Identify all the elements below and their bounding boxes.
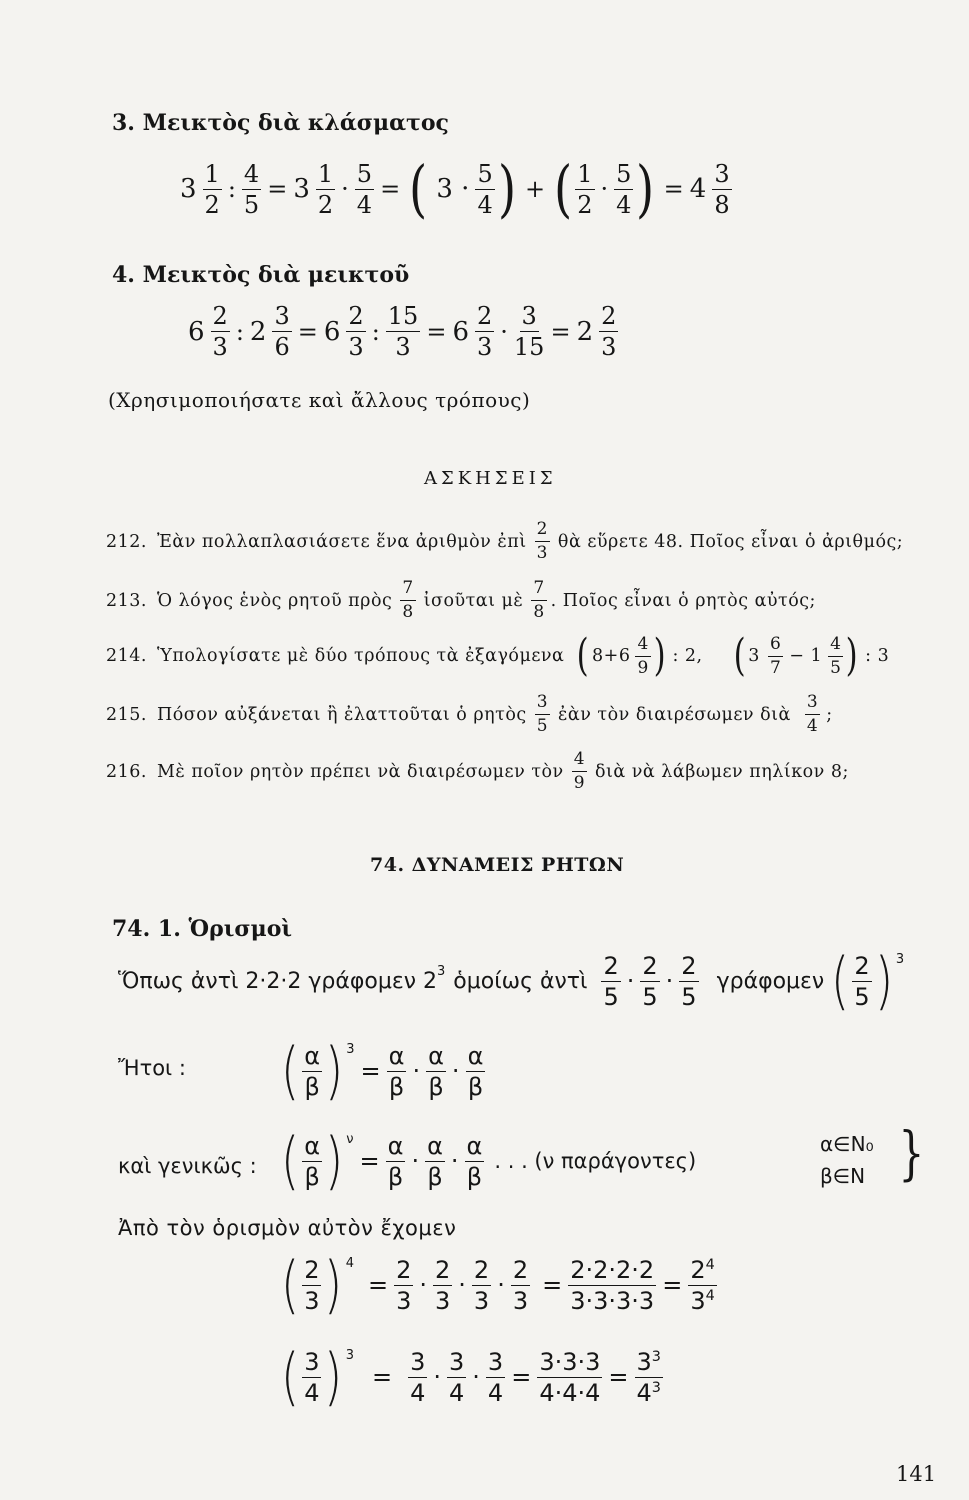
condition-beta: β∈N [820,1164,866,1188]
heading-mixed-by-fraction: 3. Μεικτὸς διὰ κλάσματος [112,110,449,136]
exercise-text: ; [826,704,833,725]
exercise-text: ἐὰν τὸν διαιρέσωμεν διὰ [558,704,791,725]
exercise-text: Ὁ λόγος ἑνὸς ρητοῦ πρὸς [156,590,393,611]
exercises-title: ΑΣΚΗΣΕΙΣ [424,468,557,489]
exercise-number: 215. [106,704,147,725]
alternative-methods-note: (Χρησιμοποιήσατε καὶ ἄλλους τρόπους) [108,388,531,412]
page-number: 141 [896,1462,937,1486]
exercise-text: ἰσοῦται μὲ [423,590,524,611]
itoi-label: Ἤτοι : [118,1056,186,1080]
definition-line: Ὅπως ἀντὶ 2·2·2 γράφομεν 2 $^3$ ὁμοίως ἀντὶ $\frac{2}{5}$ · $\frac{2}{5}$ · $\frac{2}{5}$ γράφομεν ( $\frac{2}{5}$ ) $^3$ [118,944,905,1017]
example-three-quarters-power: ( $\frac{3}{4}$ ) $^3$ = $\frac{3}{4}$ · $\frac{3}{4}$ · $\frac{3}{4}$ = $\frac{3\cdot 3\cdot 3}{4\cdot 4\cdot 4}$ = $\frac{3^3}{4^3}$ [281,1340,661,1413]
equation-mixed-by-mixed: 6 $\frac{2}{3}$ : 2 $\frac{3}{6}$ = 6 $\frac{2}{3}$ : $\frac{15}{3}$ = 6 $\frac{2}{3}$ · $\frac{3}{15}$ = 2 $\frac{2}{3}$ [188,302,617,361]
exercise-number: 212. [106,531,147,552]
conditions [820,1128,874,1192]
heading-mixed-by-mixed: 4. Μεικτὸς διὰ μεικτοῦ [112,262,410,288]
exercise-text: Ὑπολογίσατε μὲ δύο τρόπους τὰ ἐξαγόμενα [156,646,565,666]
exercise-text: θὰ εὕρετε 48. Ποῖος εἶναι ὁ ἀριθμός; [557,531,904,552]
condition-brace: } [898,1119,925,1187]
example-two-thirds-power: ( $\frac{2}{3}$ ) $^4$ = $\frac{2}{3}$ · $\frac{2}{3}$ · $\frac{2}{3}$ · $\frac{2}{3}$ = $\frac{2\cdot 2\cdot 2\cdot 2}{3\cdot 3\cdot 3\cdot 3}$ = $\frac{2^4}{3^4}$ [281,1248,715,1321]
exercise-214: 214. Ὑπολογίσατε μὲ δύο τρόπους τὰ ἐξαγόμενα ( 8+6 $\frac{4}{9}$ ) : 2, ( 3 $\frac{6}{7}$ − 1 $\frac{4}{5}$ ) : 3 [106,630,890,681]
exercise-text: διὰ νὰ λάβωμεν πηλίκον 8; [595,761,849,782]
exercise-215: 215. Πόσον αὐξάνεται ἢ ἐλαττοῦται ὁ ρητὸς $\frac{3}{5}$ ἐὰν τὸν διαιρέσωμεν διὰ $\frac{3}{4}$ ; [106,692,833,736]
equation-mixed-by-fraction: 3 $\frac{1}{2}$ : $\frac{4}{5}$ = 3 $\frac{1}{2}$ · $\frac{5}{4}$ = ( 3 · $\frac{5}{4}$ ) + ( $\frac{1}{2}$ · $\frac{5}{4}$ ) = 4 $\frac{3}{8}$ [180,152,730,225]
subheading-definitions: 74. 1. Ὁρισμοὶ [112,916,293,942]
exercise-text: Πόσον αὐξάνεται ἢ ἐλαττοῦται ὁ ρητὸς [156,704,527,725]
exercise-216: 216. Μὲ ποῖον ρητὸν πρέπει νὰ διαιρέσωμεν τὸν $\frac{4}{9}$ διὰ νὰ λάβωμεν πηλίκον 8; [106,749,849,793]
exercise-text: Ἐὰν πολλαπλασιάσετε ἕνα ἀριθμὸν ἐπὶ [156,531,527,552]
definition-text: ὁμοίως ἀντὶ [453,968,588,994]
general-label: καὶ γενικῶς : [118,1154,257,1178]
definition-text: Ὅπως ἀντὶ 2·2·2 γράφομεν 2 [118,968,437,994]
exercise-213: 213. Ὁ λόγος ἑνὸς ρητοῦ πρὸς $\frac{7}{8}$ ἰσοῦται μὲ $\frac{7}{8}$ . Ποῖος εἶναι ὁ ρητὸς αὐτός; [106,578,816,622]
condition-alpha: α∈N₀ [820,1132,874,1156]
equation-general-power: ( $\frac{\alpha}{\beta}$ ) $^\nu$ = $\frac{\alpha}{\beta}$ · $\frac{\alpha}{\beta}$ · $\frac{\alpha}{\beta}$ . . . (ν παράγοντες) [281,1124,697,1197]
definition-text: γράφομεν [716,968,825,994]
equation-power-definition: ( $\frac{\alpha}{\beta}$ ) $^3$ = $\frac{\alpha}{\beta}$ · $\frac{\alpha}{\beta}$ · $\frac{\alpha}{\beta}$ [281,1034,484,1107]
from-definition-text: Ἀπὸ τὸν ὁρισμὸν αὐτὸν ἔχομεν [118,1216,457,1240]
exercise-212: 212. Ἐὰν πολλαπλασιάσετε ἕνα ἀριθμὸν ἐπὶ $\frac{2}{3}$ θὰ εὕρετε 48. Ποῖος εἶναι ὁ ἀριθμός; [106,519,904,563]
section-title-powers: 74. ΔΥΝΑΜΕΙΣ ΡΗΤΩΝ [370,854,625,876]
exercise-number: 213. [106,590,147,611]
exercise-number: 216. [106,761,147,782]
exercise-text: Μὲ ποῖον ρητὸν πρέπει νὰ διαιρέσωμεν τὸν [156,761,564,782]
factors-note: . . . (ν παράγοντες) [494,1149,697,1173]
exercise-text: . Ποῖος εἶναι ὁ ρητὸς αὐτός; [550,590,816,611]
exercise-number: 214. [106,646,147,666]
